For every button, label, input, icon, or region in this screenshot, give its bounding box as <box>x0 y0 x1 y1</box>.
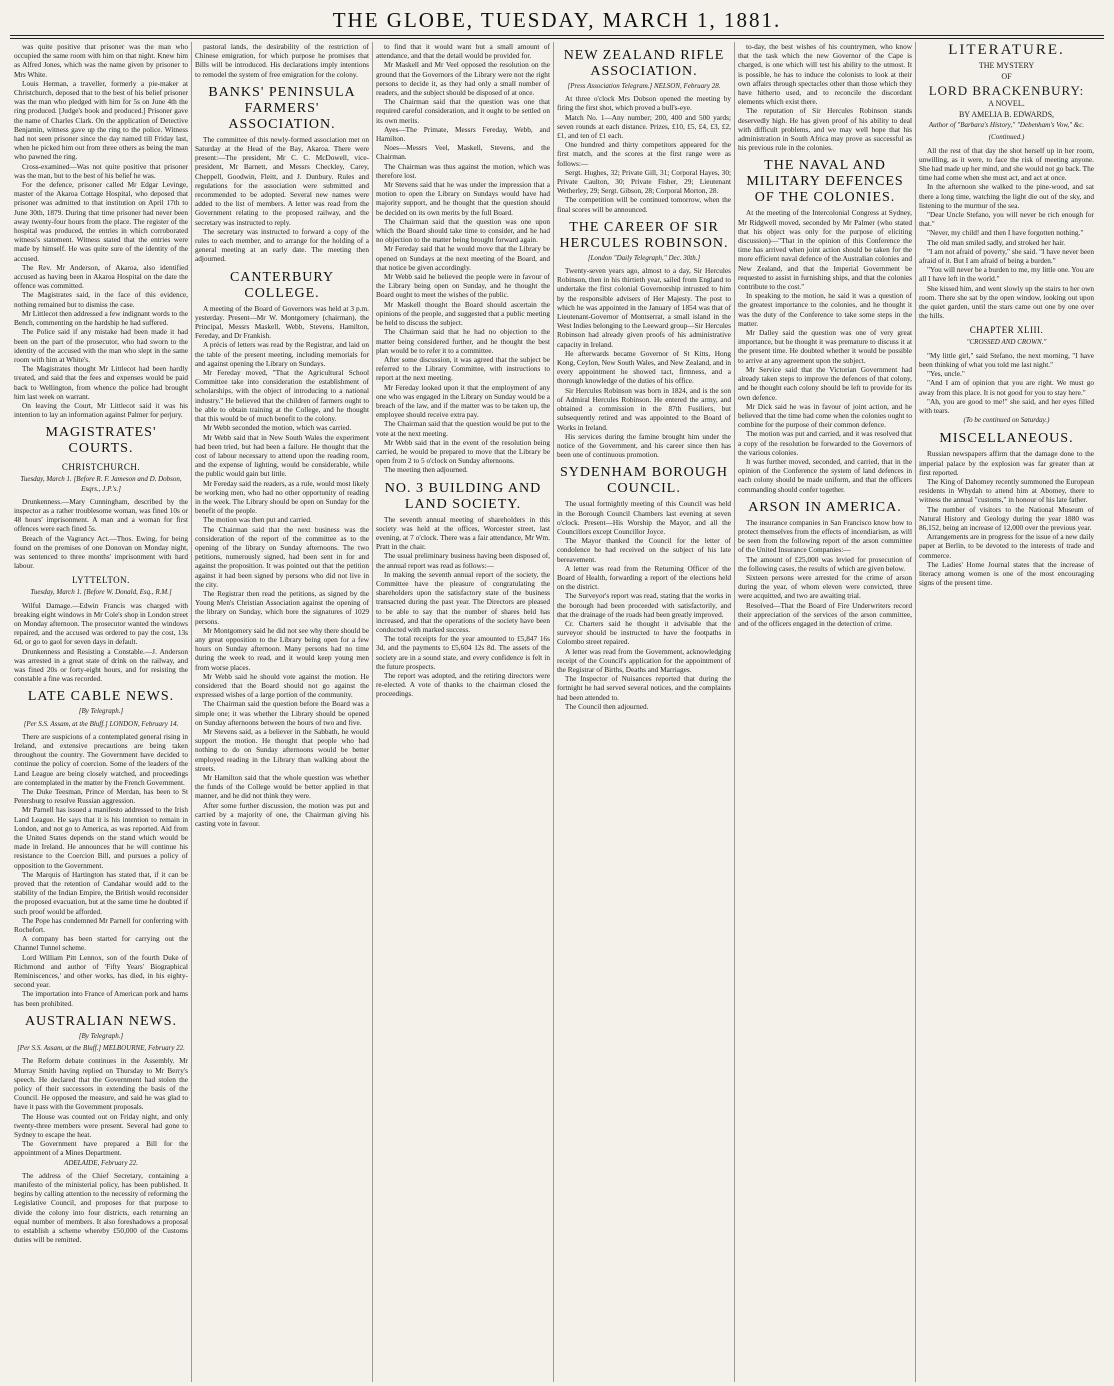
dateline: [By Telegraph.] <box>78 1031 124 1040</box>
paragraph: Mr Webb seconded the motion, which was carried. <box>203 423 352 433</box>
paragraph: The House was counted out on Friday night, and only twenty-three members were present. Several had gone to Sydney to escape the heat. <box>14 1111 188 1139</box>
paragraph: Mr Webb said he believed the people were in favour of the Library being open on Sunday, and he thought the Board ought to meet the wishes of the public. <box>376 272 550 300</box>
dateline: (To be continued on Saturday.) <box>963 416 1050 425</box>
paragraph: On leaving the Court, Mr Littlecot said it was his intention to lay an information against Palmer for perjury. <box>14 400 188 420</box>
paragraph: Resolved—That the Board of Fire Underwriters record their appreciation of the services of the arson committee, and of the officers engaged in the detection of crime. <box>738 600 912 628</box>
paragraph: One hundred and thirty competitors appeared for the first match, and the scores at the first range were as follows:— <box>557 140 731 168</box>
paragraph: The secretary was instructed to forward a copy of the rules to each member, and to arrange for the holding of a general meeting at an early date. The meeting then adjourned. <box>195 226 369 264</box>
literature-heading: LITERATURE. <box>948 42 1065 58</box>
column-4 <box>554 42 735 1382</box>
paragraph: Sergt. Hughes, 32; Private Gill, 31; Corporal Hayes, 30; Private Caulton, 30; Private Fisher, 29; Lieutenant Wetherley, 29; Sergt. Gibson, 28; Corporal Morton, 28. <box>557 167 731 196</box>
dateline: [Press Association Telegram.] NELSON, February 28. <box>567 82 721 90</box>
paragraph: After some discussion, it was agreed that the subject be referred to the Library Committee, with instructions to report at the next meeting. <box>376 354 550 383</box>
paragraph: The Police said if any mistake had been made it had been on the part of the prosecutor, who had sworn to the identity of the accused with the man who slept in the same room with him at White's. <box>14 327 188 364</box>
column-grid <box>11 42 1104 1382</box>
paragraph: The Inspector of Nuisances reported that during the fortnight he had served several notices, and the complaints had been attended to. <box>557 674 731 702</box>
paragraph: The Reform debate continues in the Assembly. Mr Murray Smith having replied on Thursday to Mr Berry's speech. He declared that the Government had stolen the policy of their successors in extending the basis of the Council. He opposed the measure, and said he was glad to have it pass with the Government proposals. <box>14 1056 188 1112</box>
masthead-rule <box>10 35 1104 36</box>
paragraph: The Chairman said that the question was one upon which the Board should take time to consider, and he had no objection to the matter being brought forward again. <box>376 216 550 245</box>
section-heading: LATE CABLE NEWS. <box>27 689 175 705</box>
paragraph: The Council then adjourned. <box>565 701 649 711</box>
paragraph: Mr Dick said he was in favour of joint action, and he believed that the time had come when the colonies ought to combine for the purpose of their common defence. <box>738 401 912 430</box>
paragraph: The Chairman said that the question was one that required careful consideration, and it ought to be settled on its own merits. <box>376 97 550 125</box>
paragraph: A company has been started for carrying out the Channel Tunnel scheme. <box>14 934 188 953</box>
section-heading: CANTERBURY COLLEGE. <box>229 269 335 301</box>
section-heading: ARSON IN AMERICA. <box>748 499 902 515</box>
section-heading: MISCELLANEOUS. <box>939 431 1074 447</box>
subsection-heading: CHAPTER XLIII. <box>969 325 1044 336</box>
paragraph: She kissed him, and went slowly up the stairs to her own room. There she sat by the open window, looking out upon the quiet garden, until the stars came out one by one over the hills. <box>919 283 1094 321</box>
paragraph: Mr Webb said that in the event of the resolution being carried, he would be prepared to move that the Library be open from 2 to 5 o'clock on Sunday afternoons. <box>376 437 550 466</box>
paragraph: The Registrar then read the petitions, as signed by the Young Men's Christian Association against the opening of the library on Sunday, which bore the signatures of 1029 persons. <box>195 588 369 626</box>
paragraph: Twenty-seven years ago, almost to a day, Sir Hercules Robinson, then in his thirtieth year, sailed from England to undertake the first colonial Governorship intrusted to him by the responsible advisers of Her Majesty. The post to which he was appointed in the January of 1854 was that of Lieutenant-Governor of Montserrat, a small island in the West Indies belonging to the Leeward group—Sir Hercules Robinson had already given proofs of his administrative capacity in Ireland. <box>557 266 731 349</box>
paragraph: A précis of letters was read by the Registrar, and laid on the table of the present meeting, including memorials for and against opening the Library on Sundays. <box>195 340 369 368</box>
book-title: LORD BRACKENBURY: <box>928 82 1085 98</box>
paragraph: The committee of this newly-formed association met on Saturday at the Head of the Bay, Akaroa. There were present:—The president, Mr C. C. McDowell, vice-president, Mr Barnett, and Messrs Checkley, Carey, Cheppell, Goodwin, Fleitt, and J. Dunbury. Rules and regulations for the association were submitted and recommended to be adopted. Several new names were added to the list of members. A letter was read from the Government relating to the proposed railway, and the secretary was instructed to reply. <box>195 134 369 227</box>
paragraph: A letter was read from the Returning Officer of the Board of Health, forwarding a report of the elections held on the district. <box>557 563 731 592</box>
paragraph: Mr Maskell thought the Board should ascertain the opinions of the people, and suggested that a public meeting be held to discuss the subject. <box>376 299 550 328</box>
paragraph: In speaking to the motion, he said it was a question of the greatest importance to the colonies, and he thought it was the duty of the Conference to take some steps in the matter. <box>738 291 912 328</box>
paragraph: Cr. Charters said he thought it advisable that the surveyor should be instructed to have the footpaths in Colombo street repaired. <box>557 618 731 647</box>
dateline: (Continued.) <box>988 133 1025 142</box>
section-heading: THE CAREER OF SIR HERCULES ROBINSON. <box>559 219 729 251</box>
paragraph: The competition will be continued tomorrow, when the final scores will be announced. <box>557 195 731 214</box>
paragraph: The total receipts for the year amounted to £5,847 16s 3d, and the payments to £5,604 12s 8d. The assets of the society are in a sound state, and every confidence is felt in the future prospects. <box>376 634 550 671</box>
paragraph: A meeting of the Board of Governors was held at 3 p.m. yesterday. Present—Mr W. Montgomery (chairman), the Principal, Messrs Maskell, Webb, Stevens, Hamilton, Fereday, and Dr Frankish. <box>195 303 369 341</box>
paragraph: The meeting then adjourned. <box>384 465 468 475</box>
dateline: Tuesday, March 1. [Before W. Donald, Esq., R.M.] <box>30 588 172 597</box>
paragraph: At three o'clock Mrs Dobson opened the meeting by firing the first shot, which proved a bull's-eye. <box>557 94 731 113</box>
paragraph: In making the seventh annual report of the society, the Committee have the pleasure of congratulating the shareholders upon the satisfactory state of the business transacted during the past year. The Directors are pleased to be able to say that the number of shares held has increased, and that the operations of the society have been conducted with marked success. <box>376 569 550 634</box>
paragraph: The usual fortnightly meeting of this Council was held in the Borough Council Chambers last evening at seven o'clock. Present—His Worship the Mayor, and all the Councillors except Councillor Joyce. <box>557 499 731 536</box>
paragraph: The motion was put and carried, and it was resolved that a copy of the resolution be forwarded to the Governors of the various colonies. <box>738 429 912 457</box>
paragraph: The Magistrates said, in the face of this evidence, nothing remained but to dismiss the case. <box>14 290 188 309</box>
dateline: "CROSSED AND CROWN." <box>966 338 1047 347</box>
paragraph: to find that it would want but a small amount of attendance, and that the detail would be provided for. <box>376 42 550 61</box>
dateline: Tuesday, March 1. [Before R. F. Jameson and D. Dobson, Esqrs., J.P.'s.] <box>20 475 182 493</box>
paragraph: to-day, the best wishes of his countrymen, who know that the task which the new Governor of the Cape is charged, is one which will test his ability to the utmost. It is possible, he has to induce the colonists to look at their own affairs through spectacles other than those which they have hitherto used, and to reconcile the discordant elements which exist there. <box>738 42 912 107</box>
masthead-title: THE GLOBE, TUESDAY, MARCH 1, 1881. <box>332 8 782 32</box>
paragraph: The usual preliminary business having been disposed of, the annual report was read as follows:— <box>376 551 550 570</box>
book-title-line: THE MYSTERY <box>978 61 1035 71</box>
paragraph: The Chairman said that the question would be put to the vote at the next meeting. <box>376 419 550 438</box>
paragraph: The Pope has condemned Mr Parnell for conferring with Rochefort. <box>14 915 188 935</box>
masthead-rule-2 <box>10 38 1104 39</box>
paragraph: Arrangements are in progress for the issue of a new daily paper at Berlin, to be devoted to the interests of trade and commerce. <box>919 532 1094 560</box>
paragraph: The Magistrates thought Mr Littlecot had been hardly treated, and said that the fees and expenses would be paid back to Wellington, from whence the police had brought him last week on warrant. <box>14 364 188 401</box>
paragraph: Mr Dalley said the question was one of very great importance, but he thought it was premature to discuss it at the present time. He doubted whether it would be possible to arrive at any agreement upon the subject. <box>738 328 912 365</box>
paragraph: Mr Hamilton said that the whole question was whether the funds of the College would be better applied in that manner, and he did not think they were. <box>195 773 369 801</box>
paragraph: Mr Littlecot then addressed a few indignant words to the Bench, commenting on the hardship he had suffered. <box>14 308 188 328</box>
paragraph: "My little girl," said Stefano, the next morning, "I have been thinking of what you told me last night." <box>919 350 1094 369</box>
paragraph: The motion was then put and carried. <box>203 515 312 525</box>
paragraph: Mr Stevens said, as a believer in the Sabbath, he would support the motion. He thought that people who had nothing to do on Sunday afternoons would be better employed reading in the Library than walking about the streets. <box>195 727 369 773</box>
paragraph: The insurance companies in San Francisco know how to protect themselves from the effects of incendiarism, as will be seen from the following report of the arson committee of the United Insurance Companies:— <box>738 517 912 555</box>
paragraph: The Ladies' Home Journal states that the increase of literacy among women is one of the most encouraging signs of the present time. <box>919 559 1094 588</box>
paragraph: Mr Webb said he should vote against the motion. He considered that the Board should not go against the expressed wishes of a large portion of the community. <box>195 671 369 700</box>
paragraph: Match No. 1—Any number; 200, 400 and 500 yards; seven rounds at each distance. Prizes, £10, £5, £4, £3, £2, £1, and ten of £1 each. <box>557 112 731 141</box>
dateline: Author of "Barbara's History," "Debenham's Vow," &c. <box>928 121 1085 130</box>
paragraph: pastoral lands, the desirability of the restriction of Chinese emigration, for which purpose he promises that Bills will be introduced. His declarations imply intentions to remodel the system of free emigration for the colony. <box>195 42 369 79</box>
column-6 <box>916 42 1097 1382</box>
dateline: [London "Daily Telegraph," Dec. 30th.] <box>587 253 701 262</box>
paragraph: Drunkenness.—Mary Cunningham, described by the inspector as a rather troublesome woman, was fined 10s or 48 hours' imprisonment. A man and a woman for first offences were each fined 5s. <box>14 496 188 534</box>
paragraph: The seventh annual meeting of shareholders in this society was held at the offices, Worcester street, last evening, at 7 o'clock. There was a fair attendance, Mr Wm. Pratt in the chair. <box>376 514 550 552</box>
subsection-heading: LYTTELTON. <box>72 575 130 586</box>
paragraph: His services during the famine brought him under the notice of the Government, and his career since then has been one of continuous promotion. <box>557 431 731 460</box>
paragraph: Louis Herman, a traveller, formerly a pie-maker at Christchurch, deposed that to the best of his belief prisoner was the man who pledged with him for 5s on June 4th the ring produced. [Judge's book and produced.] Prisoner gave the name of Charles Clark. On the application of Detective Benjamin, witness gave up the ring to the police. Witness had not seen prisoner since the day named till Friday last, when he picked him out from three others as being the man who pawned the ring. <box>14 78 188 162</box>
paragraph: The old man smiled sadly, and stroked her hair. <box>927 237 1066 247</box>
paragraph: A letter was read from the Government, acknowledging receipt of the Council's application for the appointment of the Registrar of Births, Deaths and Marriages. <box>557 646 731 674</box>
paragraph: Mr Webb said that in New South Wales the experiment had been tried, but had been a failure. He thought that the cost of labour necessary to attend upon the reading room, and the expense of lighting, would be considerable, while the public would gain but little. <box>195 432 369 479</box>
paragraph: The Chairman was thus against the motion, which was therefore lost. <box>376 161 550 180</box>
dateline: [Per S.S. Assam, at the Bluff.] MELBOURNE, February 22. <box>17 1044 185 1053</box>
paragraph: Lord William Pitt Lennox, son of the fourth Duke of Richmond and author of 'Fifty Years' Biographical Reminiscences,' and other works, has died, in his eighty-second year. <box>14 952 188 990</box>
paragraph: Drunkenness and Resisting a Constable.—J. Anderson was arrested in a great state of drink on the railway, and was fined 20s or forty-eight hours, and for resisting the constable a fine was recorded. <box>14 646 188 684</box>
paragraph: The Duke Teesman, Prince of Merdan, has been to St Petersburg to resolve Russian aggression. <box>14 787 188 806</box>
paragraph: For the defence, prisoner called Mr Edgar Levinge, master of the Akaroa Cottage Hospital, who deposed that prisoner was admitted to that institution on April 17th to June 30th, 1879. During that time prisoner had never been away twenty-four hours from the place. The register of the hospital was produced, the entries in which corroborated witness's statement. Witness stated that the entries were made by himself. He was quite sure of the identity of the accused. <box>14 180 188 263</box>
paragraph: "And I am of opinion that you are right. We must go away from this place. It is not good for you to stay here." <box>919 378 1094 397</box>
paragraph: Ayes—The Primate, Messrs Fereday, Webb, and Hamilton. <box>376 124 550 144</box>
book-title-line: OF <box>1001 72 1012 82</box>
paragraph: Mr Maskell and Mr Veel opposed the resolution on the ground that the Governors of the Library were not the right persons to decide it, as they had only a small number of readers, and the subject should be disposed of at once. <box>376 60 550 98</box>
paragraph: Wilful Damage.—Edwin Francis was charged with breaking eight windows in Mr Cole's shop in London street on Monday afternoon. The prosecutor wanted the windows repaired, and the accused was ordered to pay the cost, 13s 6d, or go to gaol for seven days in default. <box>14 600 188 647</box>
paragraph: There are suspicions of a contemplated general rising in Ireland, and extensive precautions are being taken throughout the country. The Government have decided to continue the policy of coercion. Some of the leaders of the Land League are being closely watched, and proceedings are contemplated in the matter by the French Government. <box>14 731 188 787</box>
paragraph: The amount of £25,000 was levied for prosecution of the following cases, the results of which are given below. <box>738 554 912 573</box>
paragraph: Mr Montgomery said he did not see why there should be any great opposition to the Library being open for a few hours on Sunday afternoon. Many persons had no time during the week to read, and it would keep young men from worse places. <box>195 625 369 672</box>
paragraph: In the afternoon she walked to the pine-wood, and sat there a long time, watching the light die out of the sky, and listening to the murmur of the sea. <box>919 182 1094 210</box>
paragraph: The importation into France of American pork and hams has been prohibited. <box>14 989 188 1008</box>
paragraph: After some further discussion, the motion was put and carried by a majority of one, the Chairman giving his casting vote in favour. <box>195 800 369 829</box>
paragraph: The Chairman said the question before the Board was a simple one; it was whether the Library should be opened on Sunday afternoons between the hours of two and five. <box>195 699 369 727</box>
paragraph: "Yes, uncle." <box>927 369 965 379</box>
paragraph: The Surveyor's report was read, stating that the works in the borough had been proceeded with satisfactorily, and that the drainage of the roads had been greatly improved. <box>557 591 731 619</box>
paragraph: Cross-examined—Was not quite positive that prisoner was the man, but to the best of his belief he was. <box>14 161 188 180</box>
book-title-line: BY AMELIA B. EDWARDS, <box>958 110 1055 120</box>
paragraph: Mr Fereday said that he would move that the Library be opened on Sundays at the next meeting of the Board, and that notice be given accordingly. <box>376 244 550 272</box>
paragraph: The Rev. Mr Anderson, of Akaroa, also identified accused as having been in Akaroa Hospital on the date the offence was committed. <box>14 262 188 291</box>
paragraph: The reputation of Sir Hercules Robinson stands deservedly high. He has given proof of his ability to deal with difficult problems, and we may well hope that his administration in South Africa may prove as successful as his previous rule in the colonies. <box>738 106 912 153</box>
paragraph: Mr Fereday moved, "That the Agricultural School Committee take into consideration the establishment of scholarships, with the object of introducing to a national industry." He believed that the children of farmers ought to be able to obtain training at the College, and he thought that this would be of much benefit to the colony. <box>195 368 369 424</box>
paragraph: "Ah, you are good to me!" she said, and her eyes filled with tears. <box>919 396 1094 415</box>
section-heading: AUSTRALIAN NEWS. <box>24 1013 178 1029</box>
section-heading: MAGISTRATES' COURTS. <box>45 425 157 457</box>
column-2 <box>192 42 373 1382</box>
paragraph: The address of the Chief Secretary, containing a manifesto of the ministerial policy, has been published. It begins by calling attention to the necessity of reforming the Legislative Council, and proposes for that purpose to divide the colony into four districts, each returning an equal number of members. It also foreshadows a proposal to establish a scheme whereby £50,000 of the Customs duties will be remitted. <box>14 1170 188 1245</box>
paragraph: The Chairman said that he had no objection to the matter being considered further, and he thought the best plan would be to refer it to a committee. <box>376 327 550 355</box>
paragraph: "You will never be a burden to me, my little one. You are all I have left in the world." <box>919 265 1094 284</box>
paragraph: The Government have prepared a Bill for the appointment of a Mines Department. <box>14 1139 188 1158</box>
book-title-line: A NOVEL. <box>988 98 1025 108</box>
paragraph: At the meeting of the Intercolonial Congress at Sydney, Mr Ridgwell moved, seconded by Mr Palmer (who stated that his object was only for the purpose of eliciting discussion)—"That in the opinion of this Conference the time has arrived when joint action should be taken for the more efficient naval defence of the Australian colonies and New Zealand, and that the Imperial Government be requested to assist in furnishing ships, and that the colonies contribute to the cost." <box>738 208 912 292</box>
paragraph: He afterwards became Governor of St Kitts, Hong Kong, Ceylon, New South Wales, and New Zealand, and in every appointment he showed tact, firmness, and a thorough knowledge of the duties of his office. <box>557 348 731 386</box>
paragraph: "Never, my child! and then I have forgotten nothing." <box>927 228 1084 238</box>
dateline: ADELAIDE, February 22. <box>64 1158 138 1167</box>
paragraph: was quite positive that prisoner was the man who occupied the same room with him on that night. Knew him as Alfred Jones, which was the name given by prisoner to Mrs White. <box>14 42 188 79</box>
paragraph: Sir Hercules Robinson was born in 1824, and is the son of Admiral Hercules Robinson. He entered the army, and obtained a commission in the 87th Fusiliers, but subsequently retired and was appointed to the Board of Works in Ireland. <box>557 385 731 432</box>
section-heading: THE NAVAL AND MILITARY DEFENCES OF THE COLONIES. <box>746 158 904 206</box>
paragraph: Mr Fereday looked upon it that the employment of any one who was engaged in the Library on Sunday would be a breach of the law, and if the matter was to be taken up, the employee should receive extra pay. <box>376 382 550 420</box>
section-heading: NO. 3 BUILDING AND LAND SOCIETY. <box>384 480 542 512</box>
section-heading: NEW ZEALAND RIFLE ASSOCIATION. <box>563 48 725 79</box>
column-3 <box>373 42 554 1382</box>
dateline: [By Telegraph.] <box>78 707 124 716</box>
paragraph: The Mayor thanked the Council for the letter of condolence he had received on the subject of his late bereavement. <box>557 536 731 564</box>
section-heading: BANKS' PENINSULA FARMERS' ASSOCIATION. <box>208 84 356 132</box>
column-5 <box>735 42 916 1382</box>
subsection-heading: CHRISTCHURCH. <box>61 462 141 473</box>
paragraph: The Chairman said that the next business was the consideration of the report of the committee as to the opening of the library on Sunday afternoons. The two petitions, numerously signed, had been sent in for and against the proposition. It was pointed out that the petition against it had been signed by persons who did not live in the city. <box>195 524 369 589</box>
paragraph: Sixteen persons were arrested for the crime of arson during the year, of whom eleven were convicted, three were acquitted, and two are awaiting trial. <box>738 572 912 601</box>
paragraph: Russian newspapers affirm that the damage done to the imperial palace by the explosion was far greater than at first reported. <box>919 449 1094 477</box>
paragraph: It was further moved, seconded, and carried, that in the opinion of the Conference the system of land defences in each colony should be made uniform, and that the officers commanding should confer together. <box>738 456 912 494</box>
paragraph: Breach of the Vagrancy Act.—Thos. Ewing, for being found on the premises of one Donovan on Monday night, was sentenced to three months' imprisonment with hard labour. <box>14 533 188 571</box>
paragraph: Mr Service said that the Victorian Government had already taken steps to improve the defences of that colony, and he thought each colony should be left to provide for its own defence. <box>738 364 912 402</box>
paragraph: Mr Stevens said that he was under the impression that a motion to open the Library on Sundays would have had majority support, and he thought that the question should be decided on its own merits by the full Board. <box>376 180 550 217</box>
section-heading: SYDENHAM BOROUGH COUNCIL. <box>559 465 729 497</box>
paragraph: "Dear Uncle Stefano, you will never be rich enough for that." <box>919 210 1094 229</box>
paragraph: The number of visitors to the National Museum of Natural History and Geology during the year 1880 was 86,152, being an increase of 12,000 over the previous year. <box>919 504 1094 532</box>
paragraph: Mr Parnell has issued a manifesto addressed to the Irish Land League. He says that it is his intention to remain in London, and not go to America, as was reported. Aid from the United States depends on the stand which would be made in Ireland. He announces that he will continue his resistance to the Coercion Bill, and pursues a policy of opposition to the Government. <box>14 805 188 870</box>
paragraph: Noes—Messrs Veel, Maskell, Stevens, and the Chairman. <box>376 143 550 162</box>
paragraph: The King of Dahomey recently summoned the European residents in Whydah to attend him at Abomey, there to witness the annual "customs," in honour of his late father. <box>919 476 1094 505</box>
dateline: [Per S.S. Assam, at the Bluff.] LONDON, February 14. <box>23 719 179 728</box>
paragraph: Mr Fereday said the readers, as a rule, would most likely be working men, who had no other opportunity of reading in the week. The Library should be open on Sunday for the benefit of the people. <box>195 478 369 516</box>
paragraph: The report was adopted, and the retiring directors were re-elected. A vote of thanks to the chairman closed the proceedings. <box>376 671 550 699</box>
paragraph: "I am not afraid of poverty," she said. "I have never been afraid of it. But I am afraid of being a burden." <box>919 246 1094 266</box>
paragraph: The Marquis of Hartington has stated that, if it can be proved that the retention of Candahar would add to the stability of the Indian Empire, the British would reconsider the proposed evacuation, but at the same time he doubted if such proof would be afforded. <box>14 869 188 916</box>
column-1 <box>11 42 192 1382</box>
paragraph: All the rest of that day the shot herself up in her room, unwilling, as it were, to face the risk of meeting anyone. She had made up her mind, and she would not go back. The time had come when she must act, and act at once. <box>919 145 1094 183</box>
